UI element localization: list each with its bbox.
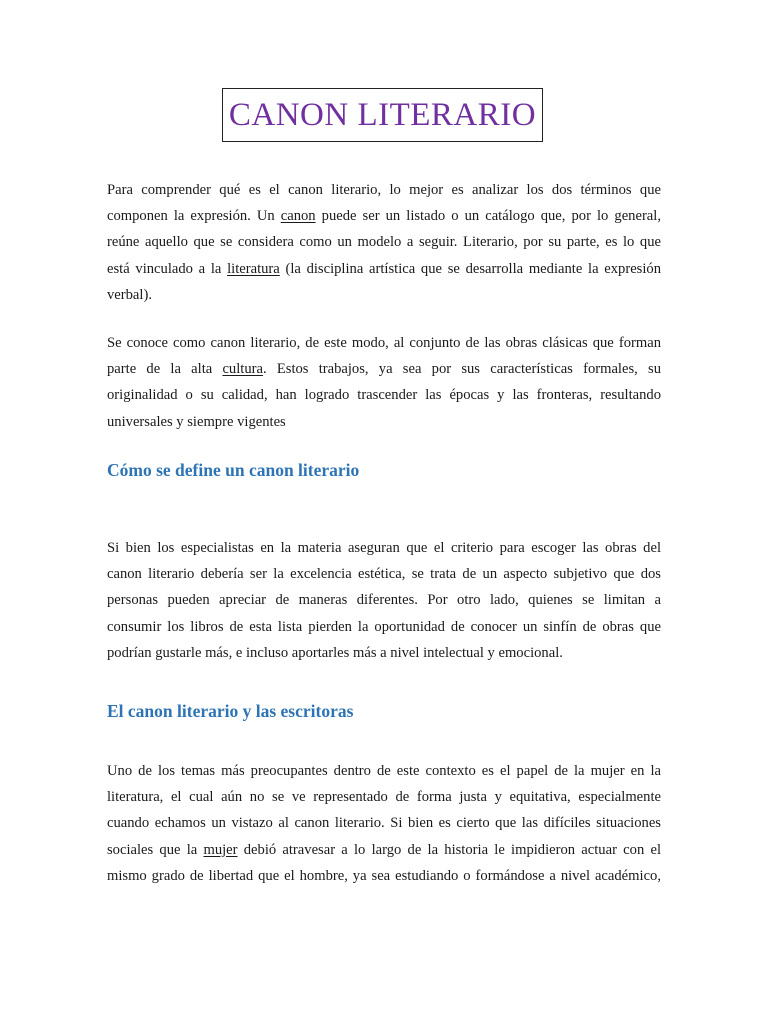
link-literatura[interactable]: literatura (227, 260, 280, 277)
paragraph-3 (107, 535, 661, 666)
paragraph-1 (107, 177, 661, 308)
title-box (222, 88, 543, 142)
text-line: Si bien los especialistas en la materia aseguran que el criterio para escoger las obras del (107, 540, 661, 556)
link-canon[interactable]: canon (280, 208, 316, 225)
text-line: personas pueden apreciar de maneras diferentes. Por otro lado, quienes se limitan a (107, 592, 661, 609)
text-line: literatura, el cual aún no se ve representado de forma justa y equitativa, especialmente (107, 789, 661, 806)
section-heading-2: El canon literario y las escritoras (107, 701, 354, 721)
text-line: originalidad o su calidad, han logrado trascender las épocas y las fronteras, resultando (107, 387, 661, 404)
text-line: Para comprender qué es el canon literario, lo mejor es analizar los dos términos que (107, 182, 661, 198)
text-line: Se conoce como canon literario, de este modo, al conjunto de las obras clásicas que forman (107, 335, 661, 351)
text-line: parte de la alta cultura. Estos trabajos, ya sea por sus características formales, su (107, 361, 661, 378)
text-line: componen la expresión. Un canon puede ser un listado o un catálogo que, por lo general, (107, 208, 661, 225)
text-line: podrían gustarle más, e incluso aportarles más a nivel intelectual y emocional. (107, 644, 563, 661)
text-line: sociales que la mujer debió atravesar a lo largo de la historia le impidieron actuar con el (107, 841, 661, 858)
text-line: consumir los libros de esta lista pierden la oportunidad de conocer un sinfín de obras que (107, 618, 661, 635)
link-cultura[interactable]: cultura (222, 361, 263, 378)
text-line: mismo grado de libertad que el hombre, ya sea estudiando o formándose a nivel académico, (107, 867, 661, 884)
link-mujer[interactable]: mujer (203, 841, 238, 858)
paragraph-2 (107, 330, 661, 435)
text-line: reúne aquello que se considera como un modelo a seguir. Literario, por su parte, es lo que (107, 234, 661, 251)
text-line: universales y siempre vigentes (107, 413, 286, 430)
text-line: cuando echamos un vistazo al canon literario. Si bien es cierto que las difíciles situaciones (107, 815, 661, 832)
text-line: está vinculado a la literatura (la disciplina artística que se desarrolla mediante la expresión (107, 260, 661, 277)
section-heading-1: Cómo se define un canon literario (107, 460, 360, 480)
paragraph-4 (107, 758, 661, 889)
text-line: canon literario debería ser la excelencia estética, se trata de un aspecto subjetivo que dos (107, 566, 661, 583)
text-line: Uno de los temas más preocupantes dentro de este contexto es el papel de la mujer en la (107, 763, 661, 779)
text-line: verbal). (107, 286, 152, 303)
page-title: CANON LITERARIO (228, 96, 537, 133)
